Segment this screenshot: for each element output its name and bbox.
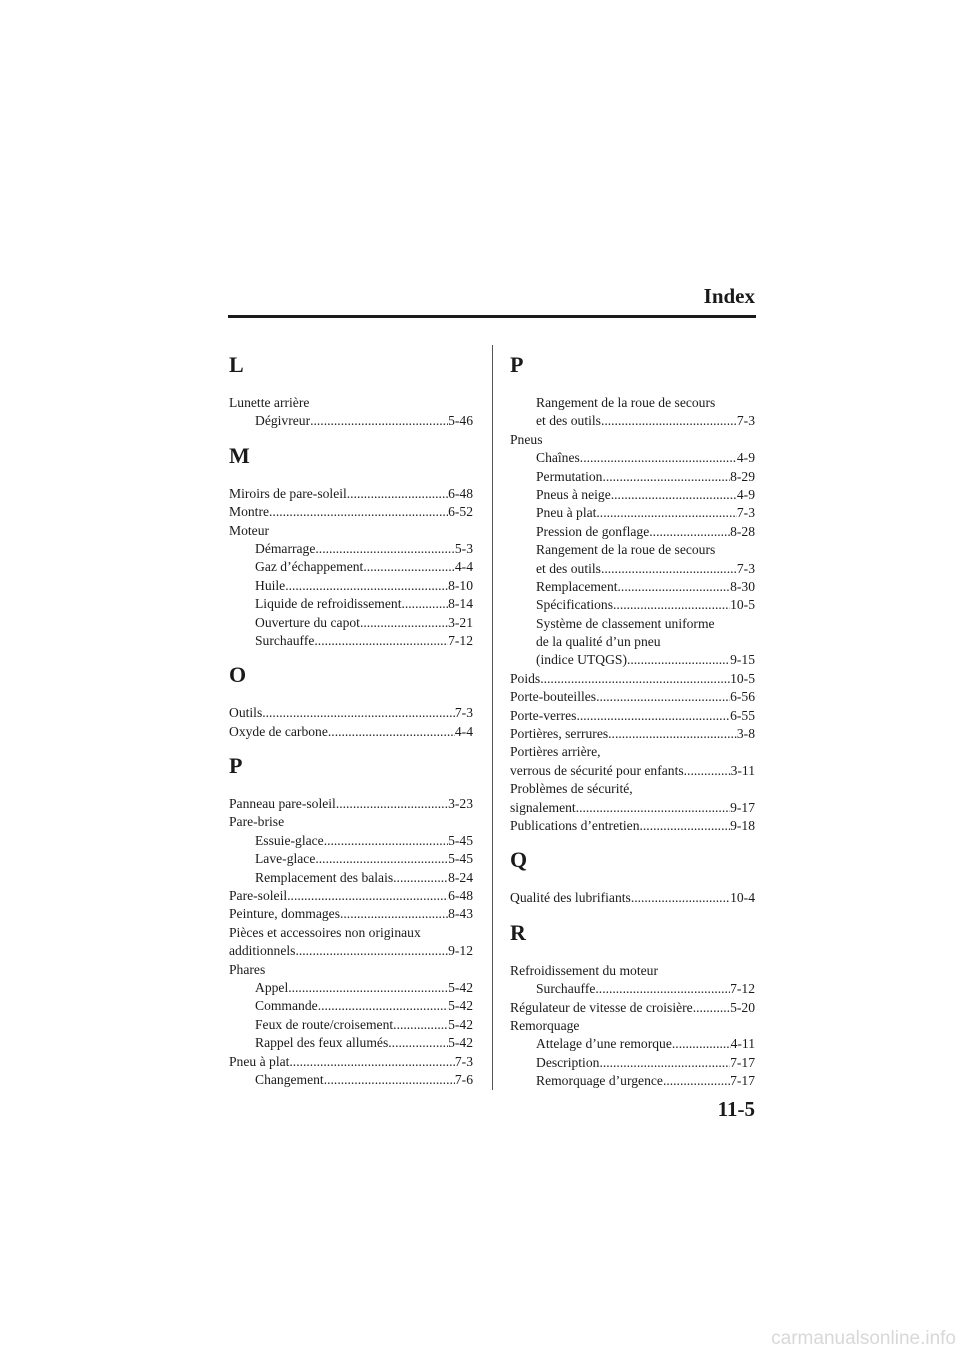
index-heading: Rangement de la roue de secours xyxy=(536,395,716,410)
entry-page: 8-28 xyxy=(730,523,755,539)
entry-page: 8-10 xyxy=(448,577,473,593)
index-entry xyxy=(510,651,755,669)
index-entry xyxy=(229,1053,473,1071)
index-entry xyxy=(510,486,755,504)
entry-label: Remorquage d’urgence xyxy=(536,1073,663,1089)
index-heading: Phares xyxy=(229,961,266,977)
entry-label: Chaînes xyxy=(536,450,580,466)
page-number: 11-5 xyxy=(717,1097,755,1121)
index-entry xyxy=(229,979,473,997)
entry-page: 6-48 xyxy=(448,485,473,501)
entry-label: Outils xyxy=(229,705,263,721)
entry-page: 6-52 xyxy=(448,504,473,520)
entry-page: 7-3 xyxy=(736,560,755,576)
index-entry xyxy=(510,688,755,706)
section-letter-m: M xyxy=(229,442,250,468)
entry-page: 10-5 xyxy=(730,597,755,613)
entry-label: verrous de sécurité pour enfants xyxy=(510,762,684,778)
index-entry xyxy=(229,887,473,905)
entry-page: 3-21 xyxy=(448,614,473,630)
index-entry xyxy=(510,799,755,817)
index-heading: Rangement de la roue de secours xyxy=(536,542,716,558)
entry-page: 4-4 xyxy=(454,559,473,575)
entry-label: Peinture, dommages xyxy=(229,906,340,922)
column-divider xyxy=(492,345,493,1090)
index-entry xyxy=(510,596,755,614)
entry-page: 4-9 xyxy=(736,486,755,502)
entry-page: 9-17 xyxy=(730,799,755,815)
index-entry xyxy=(510,412,755,430)
index-heading: Pneus xyxy=(510,431,543,447)
entry-label: Appel xyxy=(255,979,289,995)
index-entry xyxy=(229,723,473,741)
section-letter-l: L xyxy=(229,352,244,377)
entry-label: Ouverture du capot xyxy=(255,614,360,630)
entry-page: 5-46 xyxy=(448,413,473,429)
entry-page: 5-42 xyxy=(448,1035,473,1051)
entry-label: Essuie-glace xyxy=(255,832,324,848)
entry-page: 7-12 xyxy=(730,981,755,997)
entry-label: Spécifications xyxy=(536,597,614,613)
index-entry xyxy=(229,540,473,558)
index-entry xyxy=(229,850,473,868)
index-heading: Remorquage xyxy=(510,1017,580,1033)
entry-label: Gaz d’échappement xyxy=(255,559,364,575)
entry-page: 5-3 xyxy=(454,540,473,556)
index-entry xyxy=(229,412,473,430)
index-heading: Lunette arrière xyxy=(229,395,310,410)
left-column xyxy=(229,340,473,1089)
index-heading: Problèmes de sécurité, xyxy=(510,781,633,797)
entry-page: 3-8 xyxy=(736,726,755,742)
index-entry xyxy=(510,707,755,725)
index-entry xyxy=(229,503,473,521)
section-letter-p: P xyxy=(510,352,524,377)
entry-label: Attelage d’une remorque xyxy=(536,1036,672,1052)
entry-label: Pare-soleil xyxy=(229,888,288,904)
entry-label: Poids xyxy=(510,670,541,686)
entry-label: Montre xyxy=(229,504,270,520)
index-entry xyxy=(510,523,755,541)
section-letter-o: O xyxy=(229,662,247,688)
index-entry xyxy=(229,832,473,850)
index-entry xyxy=(510,578,755,596)
entry-page: 7-17 xyxy=(730,1054,755,1070)
entry-page: 5-42 xyxy=(448,979,473,995)
entry-label: Régulateur de vitesse de croisière xyxy=(510,999,693,1015)
entry-page: 8-43 xyxy=(448,906,473,922)
entry-label: Portières, serrures xyxy=(510,726,609,742)
index-entry xyxy=(510,889,755,907)
entry-label: Lave-glace xyxy=(255,851,316,867)
entry-label: additionnels xyxy=(229,943,296,959)
index-entry xyxy=(510,560,755,578)
index-entry xyxy=(229,1071,473,1089)
index-entry xyxy=(510,725,755,743)
watermark: carmanualsonline.info xyxy=(771,1328,956,1349)
entry-page: 9-15 xyxy=(730,652,755,668)
index-entry xyxy=(229,558,473,576)
index-heading: Pièces et accessoires non originaux xyxy=(229,924,421,940)
index-heading: Système de classement uniforme xyxy=(536,615,715,631)
index-entry xyxy=(229,942,473,960)
index-entry xyxy=(229,1034,473,1052)
index-entry xyxy=(229,1016,473,1034)
entry-label: Surchauffe xyxy=(536,981,596,997)
entry-page: 6-55 xyxy=(730,707,755,723)
entry-page: 6-48 xyxy=(448,888,473,904)
entry-page: 4-11 xyxy=(730,1036,755,1052)
entry-page: 7-3 xyxy=(454,705,473,721)
index-entry xyxy=(229,704,473,722)
index-heading: Portières arrière, xyxy=(510,744,601,760)
entry-label: Pression de gonflage xyxy=(536,523,650,539)
entry-label: Surchauffe xyxy=(255,632,315,648)
index-entry xyxy=(510,1054,755,1072)
entry-page: 8-24 xyxy=(448,869,473,885)
entry-page: 3-23 xyxy=(448,796,473,812)
index-entry xyxy=(510,1035,755,1053)
entry-label: et des outils xyxy=(536,560,601,576)
entry-page: 4-4 xyxy=(454,723,473,739)
entry-label: signalement xyxy=(510,799,576,815)
entry-label: (indice UTQGS) xyxy=(536,652,627,668)
index-heading: Refroidissement du moteur xyxy=(510,962,658,978)
index-entry xyxy=(229,905,473,923)
entry-page: 7-3 xyxy=(736,413,755,429)
index-heading: Pare-brise xyxy=(229,814,285,830)
entry-label: Porte-verres xyxy=(510,707,577,723)
entry-label: Commande xyxy=(255,998,318,1014)
section-letter-p: P xyxy=(229,753,243,779)
entry-page: 5-42 xyxy=(448,998,473,1014)
entry-page: 7-3 xyxy=(454,1053,473,1069)
index-entry xyxy=(229,997,473,1015)
index-entry xyxy=(229,485,473,503)
entry-label: Porte-bouteilles xyxy=(510,689,597,705)
index-entry xyxy=(510,817,755,835)
index-entry xyxy=(229,614,473,632)
entry-label: et des outils xyxy=(536,413,601,429)
index-entry xyxy=(229,632,473,650)
entry-page: 3-11 xyxy=(730,762,755,778)
entry-page: 6-56 xyxy=(730,689,755,705)
right-column xyxy=(510,340,755,1091)
entry-label: Remplacement des balais xyxy=(255,869,394,885)
index-entry xyxy=(229,577,473,595)
index-entry xyxy=(510,670,755,688)
entry-label: Liquide de refroidissement xyxy=(255,596,402,612)
entry-page: 8-14 xyxy=(448,596,473,612)
entry-label: Oxyde de carbone xyxy=(229,723,328,739)
entry-label: Huile xyxy=(255,577,286,593)
entry-label: Dégivreur xyxy=(255,413,311,429)
entry-page: 5-45 xyxy=(448,832,473,848)
section-letter-r: R xyxy=(510,919,526,945)
entry-page: 4-9 xyxy=(736,450,755,466)
entry-page: 9-18 xyxy=(730,817,755,833)
index-entry xyxy=(229,869,473,887)
entry-label: Rappel des feux allumés xyxy=(255,1035,389,1051)
index-entry xyxy=(510,762,755,780)
entry-label: Description xyxy=(536,1054,600,1070)
index-heading: Moteur xyxy=(229,522,270,538)
entry-label: Pneu à plat xyxy=(536,505,597,521)
index-heading: de la qualité d’un pneu xyxy=(536,634,661,650)
index-entry xyxy=(510,980,755,998)
index-entry xyxy=(510,504,755,522)
entry-page: 9-12 xyxy=(448,943,473,959)
entry-page: 7-17 xyxy=(730,1073,755,1089)
entry-page: 8-30 xyxy=(730,578,755,594)
entry-label: Démarrage xyxy=(255,540,316,556)
index-entry xyxy=(510,999,755,1017)
entry-page: 7-12 xyxy=(448,632,473,648)
entry-page: 10-4 xyxy=(730,890,755,906)
entry-label: Permutation xyxy=(536,468,603,484)
index-entry xyxy=(229,795,473,813)
index-entry xyxy=(510,449,755,467)
entry-label: Changement xyxy=(255,1071,324,1087)
entry-page: 7-3 xyxy=(736,505,755,521)
index-entry xyxy=(510,468,755,486)
entry-label: Panneau pare-soleil xyxy=(229,796,336,812)
entry-label: Pneu à plat xyxy=(229,1053,290,1069)
entry-page: 10-5 xyxy=(730,670,755,686)
entry-page: 5-42 xyxy=(448,1016,473,1032)
entry-page: 5-20 xyxy=(730,999,755,1015)
entry-page: 5-45 xyxy=(448,851,473,867)
entry-page: 8-29 xyxy=(730,468,755,484)
page-header-title: Index xyxy=(703,284,755,308)
header-rule xyxy=(228,315,756,318)
entry-label: Qualité des lubrifiants xyxy=(510,890,631,906)
entry-label: Publications d’entretien xyxy=(510,817,640,833)
index-entry xyxy=(229,595,473,613)
entry-label: Pneus à neige xyxy=(536,486,611,502)
index-entry xyxy=(510,1072,755,1090)
entry-label: Remplacement xyxy=(536,578,618,594)
section-letter-q: Q xyxy=(510,847,528,873)
entry-label: Feux de route/croisement xyxy=(255,1016,394,1032)
entry-page: 7-6 xyxy=(454,1071,473,1087)
entry-label: Miroirs de pare-soleil xyxy=(229,485,347,501)
